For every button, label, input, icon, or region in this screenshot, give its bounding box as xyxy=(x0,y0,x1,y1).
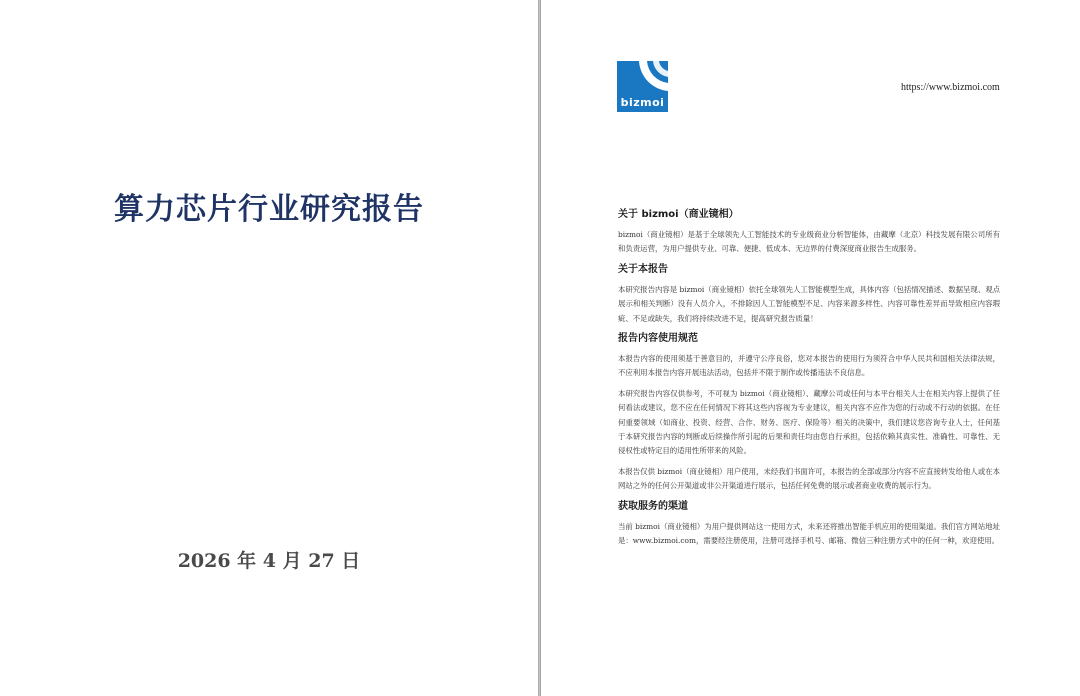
bizmoi-logo xyxy=(617,61,668,112)
section-heading: 关于 bizmoi（商业镜相） xyxy=(618,209,739,220)
section-about-report xyxy=(618,263,1000,326)
logo-text: bizmoi xyxy=(620,96,665,109)
report-date: 2026 年 4 月 27 日 xyxy=(177,550,361,572)
section-paragraph: bizmoi（商业镜相）是基于全球领先人工智能技术的专业级商业分析智能体，由藏摩（北京）科技发展有限公司所有和负责运营，为用户提供专业、可靠、便捷、低成本、无边界的付费深度商业报告生成服务。 xyxy=(618,230,1000,254)
section-paragraph: 当前 bizmoi（商业镜相）为用户提供网站这一使用方式，未来还将推出智能手机应用的使用渠道。我们官方网站地址是：www.bizmoi.com，需要经注册使用，注册可选择手机号、邮箱、微信三种注册方式中的任何一种，欢迎使用。 xyxy=(618,521,1000,546)
section-paragraph: 本报告仅供 bizmoi（商业镜相）用户使用，未经我们书面许可，本报告的全部或部分内容不应直接转发给他人或在本网站之外的任何公开渠道或非公开渠道进行展示，包括任何免费的展示或者商业收费的展示行为。 xyxy=(618,466,1000,491)
section-paragraph: 本报告内容的使用须基于善意目的，并遵守公序良俗，您对本报告的使用行为须符合中华人民共和国相关法律法规，不应利用本报告内容开展违法活动，包括并不限于制作或传播违法不良信息。 xyxy=(618,354,1000,378)
cover-page xyxy=(0,0,538,696)
section-paragraph: 本研究报告内容仅供参考，不可视为 bizmoi（商业镜相）、藏摩公司或任何与本平台相关人士在相关内容上提供了任何看法或建议，您不应在任何情况下将其这些内容视为专业建议，相关内容不应作为您的行动或不行动的依据。在任何重要领域（如商业、投资、经营、合作、财务、医疗、保险等）相关的决策中，我们建议您咨询专业人士，任何基于本研究报告内容的判断或后续操作所引起的后果和责任均由您自行承担，包括依赖其真实性、准确性、可靠性、无侵权性或特定目的适用性所带来的风险。 xyxy=(618,388,1000,456)
info-page xyxy=(541,0,1080,696)
section-service-channels xyxy=(618,500,1000,549)
site-url[interactable]: https://www.bizmoi.com xyxy=(901,82,1000,93)
section-heading: 关于本报告 xyxy=(618,263,668,275)
section-heading: 获取服务的渠道 xyxy=(618,500,688,512)
section-about-bizmoi xyxy=(618,208,1000,257)
info-content xyxy=(618,208,1000,555)
section-paragraph: 本研究报告内容是 bizmoi（商业镜相）依托全球领先人工智能模型生成，具体内容（包括情况描述、数据呈现、观点展示和相关判断）没有人员介入，不排除因人工智能模型不足、内容来源多样性、内容可靠性差异而导致相应内容瑕疵、不足或缺失，我们将持续改进不足，提高研究报告质量！ xyxy=(618,284,1000,323)
report-title: 算力芯片行业研究报告 xyxy=(114,192,424,227)
section-heading: 报告内容使用规范 xyxy=(618,333,698,345)
section-usage-rules xyxy=(618,332,1000,494)
